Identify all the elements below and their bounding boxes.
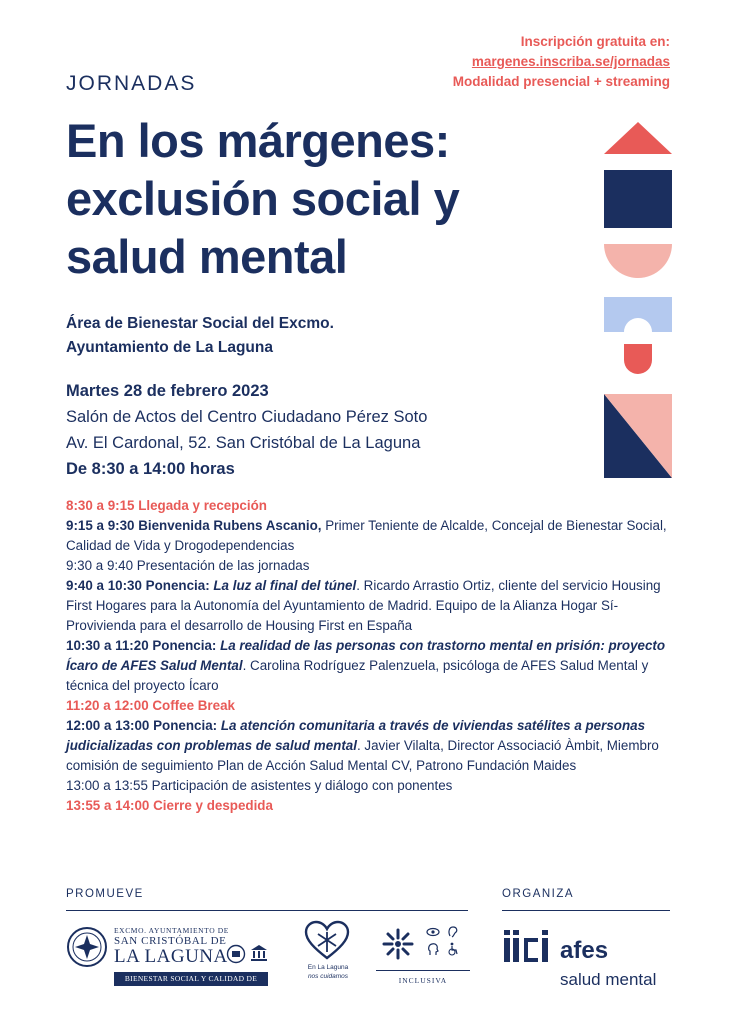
- laguna-band: BIENESTAR SOCIAL Y CALIDAD DE VIDA: [114, 972, 268, 986]
- talk-2-title: La realidad de las personas con trastorno mental en prisión: proyecto Ícaro de AFES Salud Mental: [66, 638, 666, 673]
- title-line-2: exclusión social y: [66, 172, 460, 225]
- modality-text: Modalidad presencial + streaming: [452, 74, 670, 89]
- afes-wordmark: afes: [560, 937, 609, 964]
- talk-3-title: La atención comunitaria a través de viviendas satélites a personas judicializadas con problemas de salud mental: [66, 718, 646, 753]
- organizer-line-1: Área de Bienestar Social del Excmo.: [66, 315, 334, 332]
- talk-3-time: 12:00 a 13:00 Ponencia:: [66, 718, 221, 733]
- program-item-arrival: 8:30 a 9:15 Llegada y recepción: [66, 498, 267, 513]
- inclusiva-text: INCLUSIVA: [398, 976, 448, 985]
- talk-2-time: 10:30 a 11:20 Ponencia:: [66, 638, 221, 653]
- title-line-1: En los márgenes:: [66, 114, 450, 167]
- wheelchair-icon: [446, 942, 460, 956]
- afes-logo: [502, 926, 672, 992]
- promueve-divider: [66, 910, 468, 911]
- welcome-desc: Primer Teniente de Alcalde, Concejal de Bienestar Social, Calidad de Vida y Drogodependencias: [66, 518, 667, 553]
- coral-triangle-shape: [604, 122, 672, 154]
- talk-1-title: La luz al final del túnel: [213, 578, 357, 593]
- program-item-dialogue: 13:00 a 13:55 Participación de asistentes y diálogo con ponentes: [66, 778, 453, 793]
- registration-info: [453, 32, 670, 92]
- program-item-talk-2: [66, 636, 686, 696]
- event-hours: De 8:30 a 14:00 horas: [66, 460, 235, 478]
- organiza-label: ORGANIZA: [502, 888, 575, 900]
- eyebrow-label: JORNADAS: [66, 72, 197, 95]
- organizer-line-2: Ayuntamiento de La Laguna: [66, 339, 273, 356]
- inclusiva-divider: [376, 970, 470, 971]
- title-line-3: salud mental: [66, 230, 348, 283]
- promueve-label: PROMUEVE: [66, 888, 144, 900]
- registration-link[interactable]: margenes.inscriba.se/jornadas: [471, 54, 670, 69]
- event-date: Martes 28 de febrero 2023: [66, 382, 269, 400]
- pink-half-circle-shape: [604, 244, 672, 278]
- afes-mark-icon: [502, 928, 556, 964]
- laguna-crest-icon: [66, 926, 108, 968]
- navy-square-shape: [604, 170, 672, 228]
- program-item-welcome: [66, 516, 686, 556]
- unesco-temple-icon: [250, 944, 268, 962]
- heritage-seal-icon: [226, 944, 246, 964]
- program-list: [66, 496, 686, 816]
- heart-icon: [304, 920, 350, 960]
- organizer-block: [66, 312, 334, 360]
- ear-icon: [446, 926, 460, 938]
- laguna-small-text: EXCMO. AYUNTAMIENTO DE: [114, 926, 229, 935]
- laguna-mid-text: SAN CRISTÓBAL DE: [114, 935, 227, 947]
- lightblue-arch-shape: [604, 297, 672, 332]
- people-burst-icon: [380, 926, 416, 962]
- organiza-divider: [502, 910, 670, 911]
- welcome-time: 9:15 a 9:30 Bienvenida Rubens Ascanio,: [66, 518, 322, 533]
- event-address: Av. El Cardonal, 52. San Cristóbal de La Laguna: [66, 434, 421, 452]
- head-profile-icon: [426, 942, 440, 956]
- laguna-logo: [66, 924, 272, 997]
- program-item-presentation: 9:30 a 9:40 Presentación de las jornadas: [66, 558, 310, 573]
- nos-cuidamos-logo: [300, 920, 356, 990]
- inclusiva-logo: [376, 924, 470, 990]
- registration-label: Inscripción gratuita en:: [520, 34, 670, 49]
- talk-1-desc: . Ricardo Arrastio Ortiz, cliente del servicio Housing First Hogares para la Autonomía del Ayuntamiento de Madrid. Equipo de la Alianza Hogar Sí-Provivienda para el desarrollo de Housing First en España: [66, 578, 661, 633]
- event-venue: Salón de Actos del Centro Ciudadano Pérez Soto: [66, 408, 428, 426]
- program-item-talk-3: [66, 716, 686, 776]
- talk-2-desc: . Carolina Rodríguez Palenzuela, psicóloga de AFES Salud Mental y técnica del proyecto Ícaro: [66, 658, 649, 693]
- laguna-big-text: LA LAGUNA: [114, 946, 228, 967]
- decorative-shapes: [604, 122, 672, 482]
- program-item-closing: 13:55 a 14:00 Cierre y despedida: [66, 798, 273, 813]
- talk-3-desc: . Javier Vilalta, Director Associació Àmbit, Miembro comisión de seguimiento Plan de Acción Salud Mental CV, Patrono Fundación Maides: [66, 738, 659, 773]
- afes-subtitle: salud mental: [560, 970, 657, 989]
- eye-icon: [426, 926, 440, 938]
- program-item-coffee-break: 11:20 a 12:00 Coffee Break: [66, 698, 235, 713]
- page-title: [66, 112, 606, 286]
- heart-text-1: En La Laguna: [307, 964, 349, 971]
- program-item-talk-1: [66, 576, 686, 636]
- heart-text-2: nos cuidamos: [307, 973, 349, 980]
- coral-drop-shape: [624, 344, 652, 374]
- talk-1-time: 9:40 a 10:30 Ponencia:: [66, 578, 214, 593]
- event-info: [66, 378, 427, 482]
